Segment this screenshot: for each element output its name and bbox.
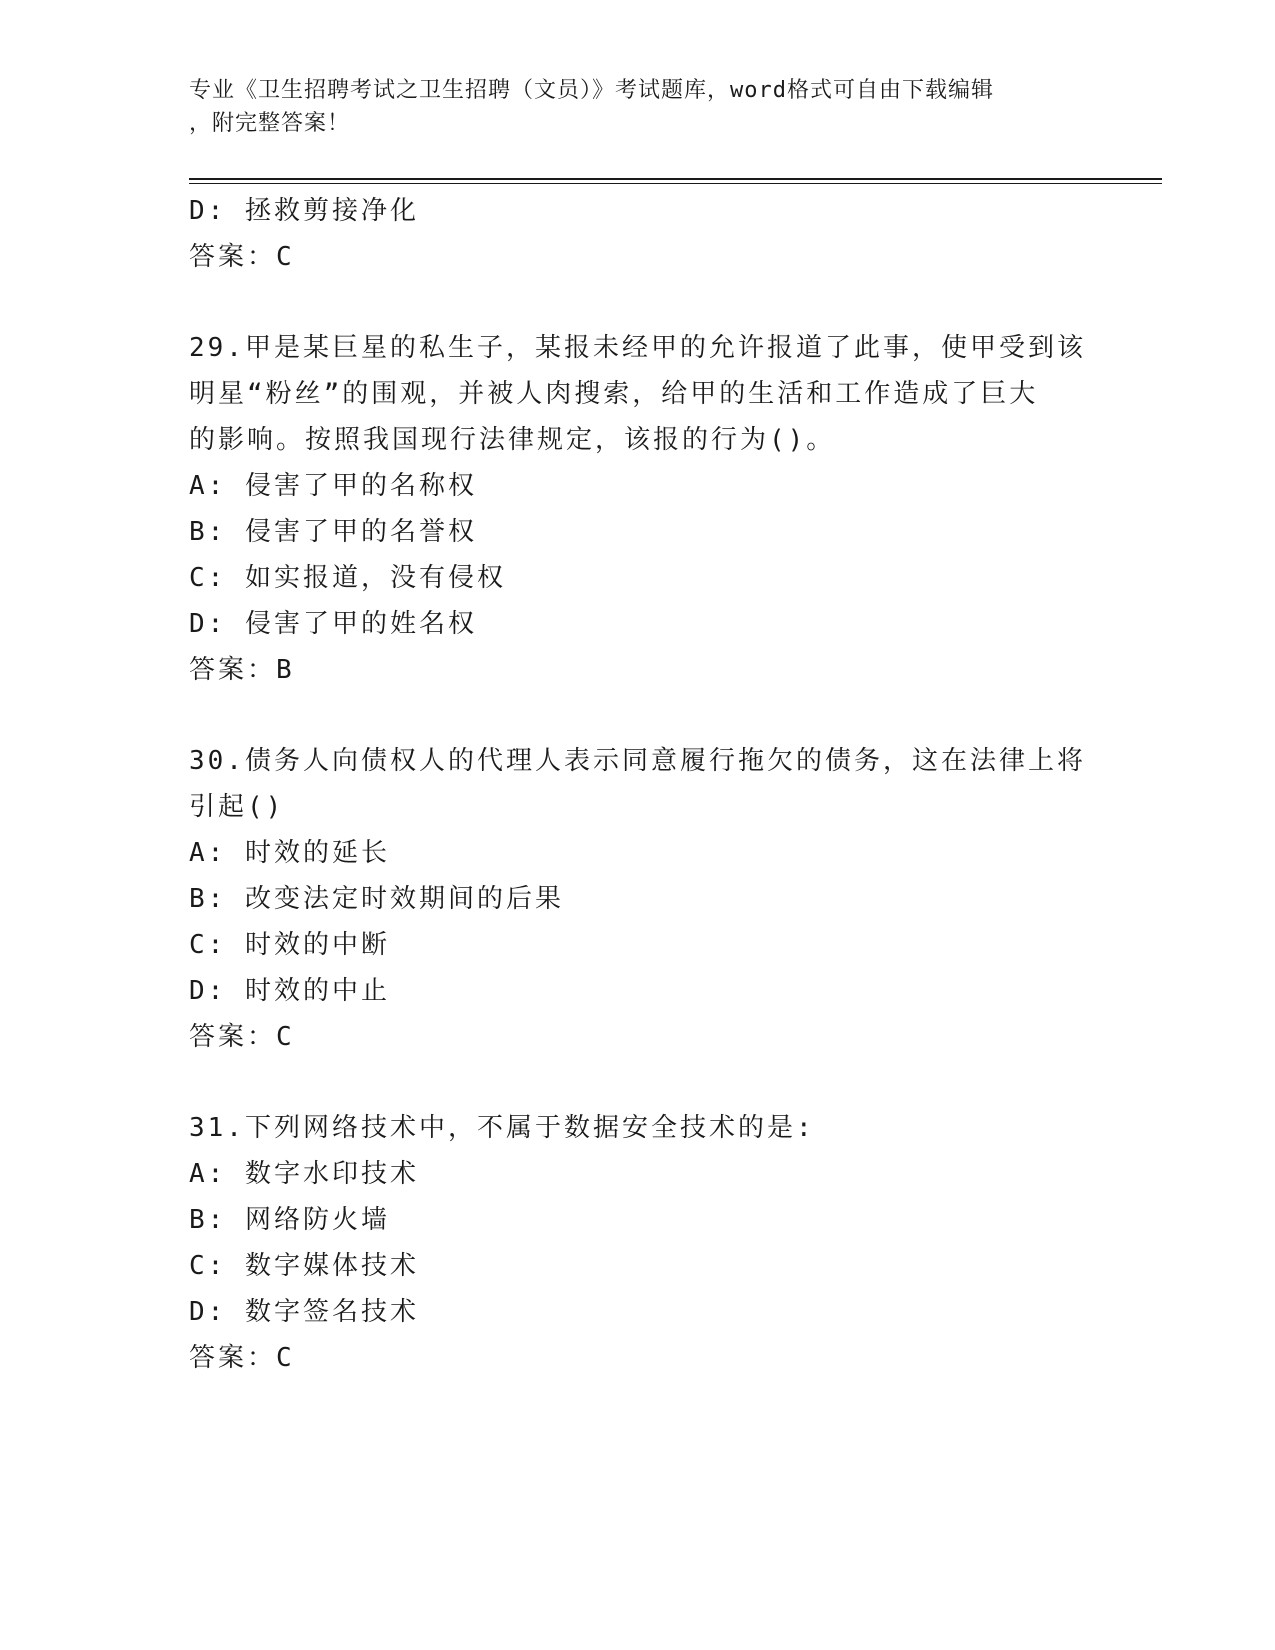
answer-line: 答案：C bbox=[189, 242, 295, 272]
spacer bbox=[189, 1060, 1089, 1105]
option-b: B: 侵害了甲的名誉权 bbox=[189, 517, 477, 547]
header-divider-thick bbox=[189, 178, 1162, 180]
header-line-2: ，附完整答案！ bbox=[189, 111, 351, 136]
option-d: D: 数字签名技术 bbox=[189, 1297, 419, 1327]
question-content bbox=[189, 188, 1089, 1381]
option-c: C: 数字媒体技术 bbox=[189, 1251, 419, 1281]
option-d: D: 侵害了甲的姓名权 bbox=[189, 609, 477, 639]
option-a: A: 时效的延长 bbox=[189, 838, 390, 868]
question-stem-line: 31.下列网络技术中，不属于数据安全技术的是: bbox=[189, 1113, 815, 1143]
option-b: B: 改变法定时效期间的后果 bbox=[189, 884, 564, 914]
answer-line: 答案：B bbox=[189, 655, 295, 685]
option-c: C: 时效的中断 bbox=[189, 930, 390, 960]
answer-line: 答案：C bbox=[189, 1022, 295, 1052]
header-divider-thin bbox=[189, 183, 1162, 184]
option-a: A: 侵害了甲的名称权 bbox=[189, 471, 477, 501]
option-d: D: 时效的中止 bbox=[189, 976, 390, 1006]
previous-question-tail bbox=[189, 188, 1089, 280]
question-29 bbox=[189, 325, 1089, 693]
question-stem-line: 明星“粉丝”的围观，并被人肉搜索，给甲的生活和工作造成了巨大 bbox=[189, 379, 1039, 409]
question-stem-line: 29.甲是某巨星的私生子，某报未经甲的允许报道了此事，使甲受到该 bbox=[189, 333, 1086, 363]
question-31 bbox=[189, 1105, 1089, 1381]
answer-line: 答案：C bbox=[189, 1343, 295, 1373]
question-stem-line: 30.债务人向债权人的代理人表示同意履行拖欠的债务，这在法律上将 bbox=[189, 746, 1086, 776]
spacer bbox=[189, 280, 1089, 325]
question-30 bbox=[189, 738, 1089, 1060]
option-d: D: 拯救剪接净化 bbox=[189, 196, 419, 226]
header-line-1: 专业《卫生招聘考试之卫生招聘（文员）》考试题库，word格式可自由下载编辑 bbox=[189, 78, 994, 103]
spacer bbox=[189, 693, 1089, 738]
option-a: A: 数字水印技术 bbox=[189, 1159, 419, 1189]
question-stem-line: 引起() bbox=[189, 792, 285, 822]
option-c: C: 如实报道，没有侵权 bbox=[189, 563, 506, 593]
document-header bbox=[189, 74, 1069, 140]
question-stem-line: 的影响。按照我国现行法律规定，该报的行为()。 bbox=[189, 425, 836, 455]
option-b: B: 网络防火墙 bbox=[189, 1205, 390, 1235]
